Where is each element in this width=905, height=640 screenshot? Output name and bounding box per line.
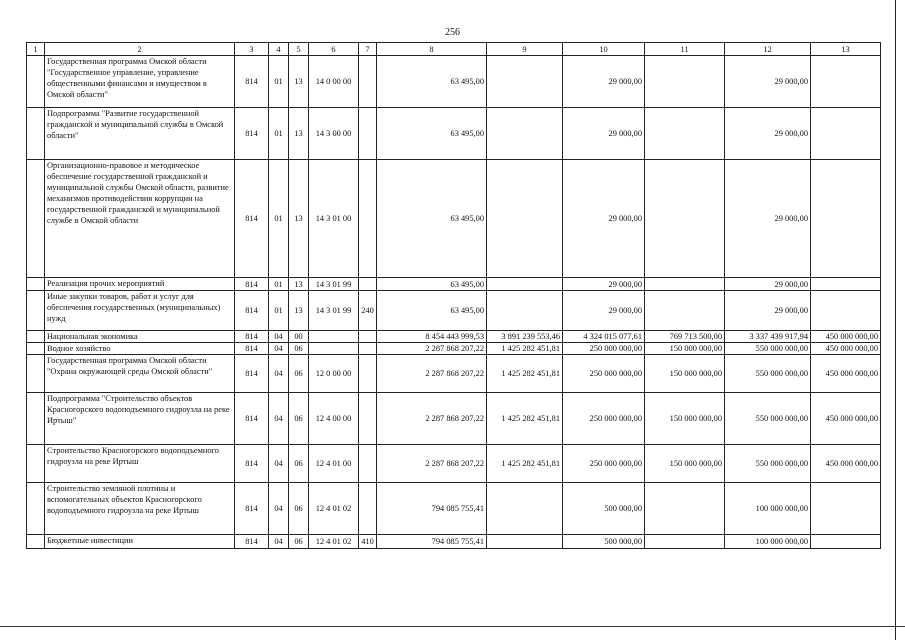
cell-col13 [811, 108, 881, 160]
cell-col12: 29 000,00 [725, 56, 811, 108]
row-number [27, 108, 45, 160]
cell-col9: 1 425 282 451,81 [487, 393, 563, 445]
table-row [27, 56, 881, 108]
cell-col12: 550 000 000,00 [725, 393, 811, 445]
table-row [27, 160, 881, 278]
cell-target: 14 3 01 00 [309, 160, 359, 278]
cell-razdel: 01 [269, 278, 289, 291]
cell-col11: 769 713 500,00 [645, 331, 725, 343]
column-header-3: 3 [235, 43, 269, 56]
cell-col11 [645, 278, 725, 291]
cell-vid [359, 355, 377, 393]
cell-ved: 814 [235, 393, 269, 445]
cell-razdel: 04 [269, 483, 289, 535]
cell-target [309, 331, 359, 343]
scan-bottom-line [0, 626, 905, 627]
cell-podrazdel: 06 [289, 343, 309, 355]
column-header-13: 13 [811, 43, 881, 56]
cell-target: 12 4 01 02 [309, 483, 359, 535]
cell-col10: 29 000,00 [563, 108, 645, 160]
cell-podrazdel: 13 [289, 291, 309, 331]
cell-col10: 29 000,00 [563, 56, 645, 108]
cell-target: 14 3 00 00 [309, 108, 359, 160]
cell-col12: 550 000 000,00 [725, 355, 811, 393]
cell-col11: 150 000 000,00 [645, 355, 725, 393]
column-header-6: 6 [309, 43, 359, 56]
row-number [27, 291, 45, 331]
cell-col8: 2 287 868 207,22 [377, 355, 487, 393]
cell-col13 [811, 535, 881, 549]
budget-table [26, 42, 881, 549]
table-row [27, 483, 881, 535]
cell-podrazdel: 06 [289, 535, 309, 549]
table-row [27, 291, 881, 331]
cell-vid [359, 393, 377, 445]
cell-col10: 4 324 015 077,61 [563, 331, 645, 343]
row-name: Бюджетные инвестиции [45, 535, 235, 549]
cell-target: 14 0 00 00 [309, 56, 359, 108]
cell-col8: 794 085 755,41 [377, 535, 487, 549]
cell-col8: 63 495,00 [377, 291, 487, 331]
cell-target: 14 3 01 99 [309, 278, 359, 291]
cell-col9: 1 425 282 451,81 [487, 343, 563, 355]
cell-col13 [811, 278, 881, 291]
row-name: Строительство земляной плотины и вспомогательных объектов Красногорского водоподъемного гидроузла на реке Иртыш [45, 483, 235, 535]
cell-col11 [645, 535, 725, 549]
cell-podrazdel: 06 [289, 355, 309, 393]
column-header-5: 5 [289, 43, 309, 56]
cell-vid [359, 445, 377, 483]
cell-col12: 100 000 000,00 [725, 535, 811, 549]
column-header-4: 4 [269, 43, 289, 56]
cell-podrazdel: 13 [289, 56, 309, 108]
cell-podrazdel: 00 [289, 331, 309, 343]
cell-ved: 814 [235, 108, 269, 160]
cell-col13: 450 000 000,00 [811, 355, 881, 393]
table-body [27, 56, 881, 549]
cell-col12: 100 000 000,00 [725, 483, 811, 535]
cell-col11: 150 000 000,00 [645, 393, 725, 445]
column-number-row [27, 43, 881, 56]
cell-col10: 250 000 000,00 [563, 393, 645, 445]
cell-col10: 500 000,00 [563, 535, 645, 549]
cell-ved: 814 [235, 278, 269, 291]
cell-col8: 2 287 868 207,22 [377, 393, 487, 445]
cell-ved: 814 [235, 343, 269, 355]
cell-target: 12 4 01 02 [309, 535, 359, 549]
cell-col13 [811, 56, 881, 108]
cell-col8: 2 287 868 207,22 [377, 445, 487, 483]
cell-razdel: 04 [269, 393, 289, 445]
cell-vid [359, 343, 377, 355]
cell-vid: 240 [359, 291, 377, 331]
cell-col13: 450 000 000,00 [811, 331, 881, 343]
cell-vid [359, 483, 377, 535]
cell-podrazdel: 13 [289, 108, 309, 160]
cell-podrazdel: 06 [289, 445, 309, 483]
cell-col12: 29 000,00 [725, 278, 811, 291]
cell-razdel: 01 [269, 291, 289, 331]
cell-col9 [487, 483, 563, 535]
column-header-7: 7 [359, 43, 377, 56]
table-row [27, 535, 881, 549]
row-name: Реализация прочих мероприятий [45, 278, 235, 291]
row-name: Строительство Красногорского водоподъемного гидроузла на реке Иртыш [45, 445, 235, 483]
table-row [27, 393, 881, 445]
cell-col12: 550 000 000,00 [725, 445, 811, 483]
column-header-12: 12 [725, 43, 811, 56]
row-name: Подпрограмма "Строительство объектов Красногорского водоподъемного гидроузла на реке Иртыш" [45, 393, 235, 445]
column-header-8: 8 [377, 43, 487, 56]
cell-ved: 814 [235, 535, 269, 549]
row-name: Подпрограмма "Развитие государственной гражданской и муниципальной службы в Омской области" [45, 108, 235, 160]
cell-col12: 3 337 439 917,94 [725, 331, 811, 343]
cell-col9 [487, 160, 563, 278]
cell-podrazdel: 13 [289, 278, 309, 291]
cell-col11 [645, 108, 725, 160]
cell-ved: 814 [235, 160, 269, 278]
cell-ved: 814 [235, 291, 269, 331]
cell-col10: 250 000 000,00 [563, 355, 645, 393]
cell-razdel: 04 [269, 355, 289, 393]
row-name: Организационно-правовое и методическое обеспечение государственной гражданской и муниципальной службы Омской области, развитие механизмов противодействия коррупции на государственной гражданской и муниципальной службе в Омской области [45, 160, 235, 278]
row-number [27, 343, 45, 355]
table-row [27, 355, 881, 393]
cell-vid [359, 160, 377, 278]
column-header-1: 1 [27, 43, 45, 56]
column-header-11: 11 [645, 43, 725, 56]
cell-col13: 450 000 000,00 [811, 343, 881, 355]
row-number [27, 445, 45, 483]
cell-razdel: 04 [269, 331, 289, 343]
cell-vid [359, 108, 377, 160]
cell-col11 [645, 160, 725, 278]
table-row [27, 445, 881, 483]
cell-col11: 150 000 000,00 [645, 343, 725, 355]
cell-razdel: 04 [269, 445, 289, 483]
cell-target: 12 4 01 00 [309, 445, 359, 483]
cell-vid [359, 331, 377, 343]
cell-col11 [645, 291, 725, 331]
row-number [27, 278, 45, 291]
cell-col10: 29 000,00 [563, 160, 645, 278]
row-name: Государственная программа Омской области "Государственное управление, управление общественными финансами и имуществом в Омской области" [45, 56, 235, 108]
cell-col13 [811, 160, 881, 278]
cell-col12: 29 000,00 [725, 160, 811, 278]
cell-col11 [645, 483, 725, 535]
row-number [27, 355, 45, 393]
table-row [27, 108, 881, 160]
cell-razdel: 01 [269, 108, 289, 160]
cell-ved: 814 [235, 445, 269, 483]
cell-col10: 250 000 000,00 [563, 343, 645, 355]
cell-col8: 63 495,00 [377, 278, 487, 291]
row-name: Национальная экономика [45, 331, 235, 343]
cell-col9 [487, 535, 563, 549]
cell-ved: 814 [235, 56, 269, 108]
cell-podrazdel: 06 [289, 393, 309, 445]
cell-col12: 29 000,00 [725, 108, 811, 160]
cell-col13: 450 000 000,00 [811, 393, 881, 445]
row-name: Государственная программа Омской области "Охрана окружающей среды Омской области" [45, 355, 235, 393]
cell-col12: 29 000,00 [725, 291, 811, 331]
cell-col8: 794 085 755,41 [377, 483, 487, 535]
row-number [27, 160, 45, 278]
cell-razdel: 01 [269, 160, 289, 278]
cell-col9 [487, 291, 563, 331]
cell-col8: 63 495,00 [377, 108, 487, 160]
row-number [27, 331, 45, 343]
cell-target: 12 4 00 00 [309, 393, 359, 445]
row-number [27, 483, 45, 535]
table-row [27, 343, 881, 355]
cell-col10: 250 000 000,00 [563, 445, 645, 483]
cell-ved: 814 [235, 483, 269, 535]
column-header-2: 2 [45, 43, 235, 56]
cell-podrazdel: 13 [289, 160, 309, 278]
table-row [27, 278, 881, 291]
cell-col13 [811, 291, 881, 331]
cell-col9 [487, 278, 563, 291]
cell-razdel: 04 [269, 343, 289, 355]
cell-col10: 500 000,00 [563, 483, 645, 535]
cell-col9 [487, 108, 563, 160]
row-name: Водное хозяйство [45, 343, 235, 355]
cell-col9 [487, 56, 563, 108]
cell-col11: 150 000 000,00 [645, 445, 725, 483]
row-number [27, 393, 45, 445]
page-number: 256 [445, 27, 460, 38]
cell-podrazdel: 06 [289, 483, 309, 535]
cell-col8: 63 495,00 [377, 56, 487, 108]
cell-vid [359, 278, 377, 291]
column-header-10: 10 [563, 43, 645, 56]
cell-vid: 410 [359, 535, 377, 549]
row-number [27, 535, 45, 549]
scan-border-line [895, 0, 896, 640]
cell-col10: 29 000,00 [563, 278, 645, 291]
cell-razdel: 04 [269, 535, 289, 549]
cell-col9: 1 425 282 451,81 [487, 355, 563, 393]
cell-ved: 814 [235, 355, 269, 393]
cell-razdel: 01 [269, 56, 289, 108]
cell-col8: 63 495,00 [377, 160, 487, 278]
cell-col12: 550 000 000,00 [725, 343, 811, 355]
row-name: Иные закупки товаров, работ и услуг для обеспечения государственных (муниципальных) нужд [45, 291, 235, 331]
cell-col13: 450 000 000,00 [811, 445, 881, 483]
cell-vid [359, 56, 377, 108]
cell-col13 [811, 483, 881, 535]
cell-target: 14 3 01 99 [309, 291, 359, 331]
cell-col9: 1 425 282 451,81 [487, 445, 563, 483]
row-number [27, 56, 45, 108]
cell-ved: 814 [235, 331, 269, 343]
column-header-9: 9 [487, 43, 563, 56]
cell-col8: 2 287 868 207,22 [377, 343, 487, 355]
cell-col10: 29 000,00 [563, 291, 645, 331]
table-row [27, 331, 881, 343]
cell-col9: 3 891 239 553,46 [487, 331, 563, 343]
cell-target [309, 343, 359, 355]
cell-col8: 8 454 443 999,53 [377, 331, 487, 343]
cell-col11 [645, 56, 725, 108]
cell-target: 12 0 00 00 [309, 355, 359, 393]
